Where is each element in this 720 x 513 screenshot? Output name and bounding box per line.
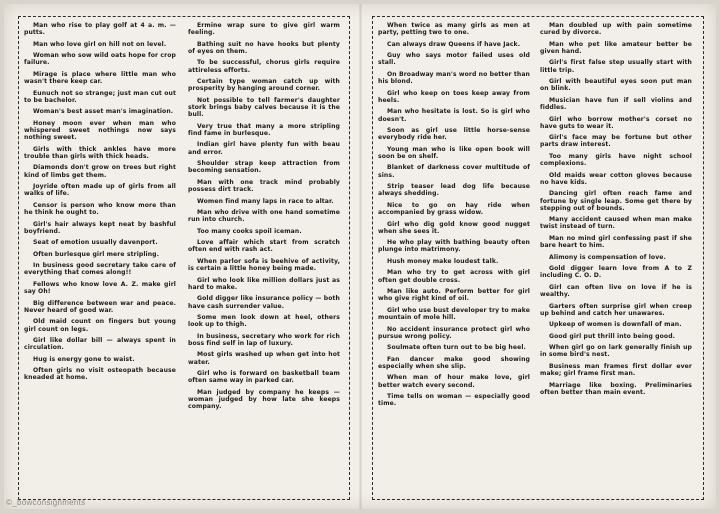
joke-paragraph: In business good secretary take care of everything that comes along!! <box>24 262 176 277</box>
joke-paragraph: When man of hour make love, girl better watch every second. <box>378 374 530 389</box>
joke-paragraph: Love affair which start from scratch often end with rash act. <box>188 239 340 254</box>
joke-paragraph: Man no mind girl confessing past if she bare heart to him. <box>540 234 692 250</box>
joke-paragraph: Censor is person who know more than he think he ought to. <box>24 201 176 217</box>
joke-paragraph: Ermine wrap sure to give girl warm feeling. <box>188 22 340 37</box>
joke-paragraph: In business, secretary who work for rich boss find self in lap of luxury. <box>188 332 340 347</box>
joke-paragraph: Girl who is forward on basketball team often same way in parked car. <box>188 370 340 385</box>
joke-paragraph: Honey moon ever when man who whispered sweet nothings now says nothing sweet. <box>24 119 176 142</box>
joke-paragraph: Man doubled up with pain sometime cured by divorce. <box>540 22 692 37</box>
joke-paragraph: Man who try to get across with girl often get double cross. <box>378 269 530 284</box>
joke-paragraph: Good girl put thrill into being good. <box>549 332 676 340</box>
joke-paragraph: Eunuch not so strange; just man cut out to be bachelor. <box>24 89 176 104</box>
joke-paragraph: Girl can often live on love if he is wealthy. <box>540 283 692 299</box>
joke-paragraph: Joyride often made up of girls from all walks of life. <box>24 183 176 198</box>
joke-paragraph: Man who pet like amateur better be given hand. <box>540 40 692 55</box>
joke-paragraph: Girls with thick ankles have more trouble than girls with thick heads. <box>24 145 176 160</box>
joke-paragraph: Often girls no visit osteopath because kneaded at home. <box>24 367 176 382</box>
joke-paragraph: Man like auto. Perform better for girl who give right kind of oil. <box>378 288 530 303</box>
joke-paragraph: When twice as many girls as men at party, petting two to one. <box>378 22 530 37</box>
joke-paragraph: Too many cooks spoil iceman. <box>197 227 302 235</box>
joke-paragraph: When parlor sofa is beehive of activity, is certain a little honey being made. <box>188 257 340 273</box>
joke-paragraph: Strip teaser lead dog life because always shedding. <box>378 183 530 198</box>
joke-paragraph: Can always draw Queens if have Jack. <box>387 40 521 48</box>
joke-paragraph: Time tells on woman — especially good time. <box>378 393 530 408</box>
joke-paragraph: Garters often surprise girl when creep up behind and catch her unawares. <box>540 302 692 317</box>
joke-paragraph: Man who hesitate is lost. So is girl who doesn't. <box>378 108 530 123</box>
center-fold <box>359 4 362 509</box>
joke-paragraph: Most girls washed up when get into hot water. <box>188 351 340 366</box>
joke-paragraph: Dancing girl often reach fame and fortune by single leap. Some get there by stepping out of bounds. <box>540 190 692 212</box>
joke-paragraph: Not possible to tell farmer's daughter stork brings baby calves because it is the bull. <box>188 96 340 119</box>
joke-paragraph: Girl who look like million dollars just as hard to make. <box>188 276 340 291</box>
joke-paragraph: Man who drive with one hand sometime run into church. <box>188 209 340 224</box>
joke-paragraph: Woman's best asset man's imagination. <box>33 108 174 116</box>
joke-paragraph: Too many girls have night school complexions. <box>540 152 692 168</box>
joke-column-1 <box>24 22 176 492</box>
joke-paragraph: Man who love girl on hill not on level. <box>33 40 167 48</box>
joke-paragraph: Soon as girl use little horse-sense everybody ride her. <box>378 127 530 142</box>
joke-paragraph: Indian girl have plenty fun with beau and error. <box>188 141 340 156</box>
joke-paragraph: Old maids wear cotton gloves because no have kids. <box>540 171 692 186</box>
joke-paragraph: Often burlesque girl mere stripling. <box>33 250 160 258</box>
joke-paragraph: Nice to go on hay ride when accompanied by grass widow. <box>378 201 530 217</box>
joke-paragraph: Girl with beautiful eyes soon put man on blink. <box>540 78 692 93</box>
joke-paragraph: Bathing suit no have hooks but plenty of eyes on them. <box>188 40 340 55</box>
joke-paragraph: Fan dancer make good showing especially when she slip. <box>378 355 530 370</box>
watermark: ©_bowconsignments <box>6 498 86 507</box>
joke-paragraph: Soulmate often turn out to be big heel. <box>387 344 526 352</box>
joke-paragraph: Some men look down at heel, others look up to thigh. <box>188 314 340 329</box>
joke-paragraph: Gold digger learn love from A to Z including C. O. D. <box>540 265 692 280</box>
joke-paragraph: Seat of emotion usually davenport. <box>33 239 158 247</box>
joke-paragraph: Guy who says motor failed uses old stall. <box>378 52 530 67</box>
joke-paragraph: Hug is energy gone to waist. <box>33 355 135 363</box>
joke-paragraph: Girl's first false step usually start with little trip. <box>540 59 692 74</box>
joke-paragraph: Gold digger like insurance policy — both have cash surrender value. <box>188 295 340 310</box>
joke-paragraph: Diamonds don't grow on trees but right kind of limbs get them. <box>24 164 176 179</box>
joke-paragraph: Girl's face may be fortune but other parts draw interest. <box>540 134 692 149</box>
joke-paragraph: Women find many laps in race to altar. <box>197 197 334 205</box>
joke-paragraph: No accident insurance protect girl who pursue wrong policy. <box>378 325 530 340</box>
joke-paragraph: Certain type woman catch up with prosperity by hanging around corner. <box>188 78 340 93</box>
joke-paragraph: Musician have fun if sell violins and fiddles. <box>540 96 692 112</box>
joke-paragraph: Very true that many a more stripling find fame in burlesque. <box>188 122 340 137</box>
joke-paragraph: Man who rise to play golf at 4 a. m. — putts. <box>24 22 176 37</box>
joke-paragraph: Fellows who know love A. Z. make girl say Oh! <box>24 280 176 296</box>
joke-paragraph: Shoulder strap keep attraction from becoming sensation. <box>188 160 340 175</box>
joke-paragraph: Girl who borrow mother's corset no have guts to wear it. <box>540 115 692 130</box>
joke-paragraph: On Broadway man's word no better than his blond. <box>378 70 530 86</box>
joke-paragraph: Woman who sow wild oats hope for crop failure. <box>24 52 176 67</box>
joke-paragraph: Business man frames first dollar ever make; girl frame first man. <box>540 362 692 378</box>
joke-paragraph: Girl who use bust developer try to make mountain of mole hill. <box>378 306 530 322</box>
joke-paragraph: Girl who keep on toes keep away from heels. <box>378 89 530 104</box>
joke-column-2 <box>188 22 340 492</box>
joke-paragraph: Girl's hair always kept neat by bashful boyfriend. <box>24 220 176 235</box>
joke-paragraph: Big difference between war and peace. Never heard of good war. <box>24 299 176 314</box>
joke-paragraph: When girl go on lark generally finish up in some bird's nest. <box>540 344 692 359</box>
joke-paragraph: Blanket of darkness cover multitude of sins. <box>378 164 530 179</box>
joke-paragraph: He who play with bathing beauty often plunge into matrimony. <box>378 239 530 254</box>
joke-column-4 <box>540 22 692 492</box>
joke-paragraph: Hush money make loudest talk. <box>387 257 499 265</box>
joke-paragraph: Mirage is place where little man who wasn't there keep car. <box>24 70 176 86</box>
joke-paragraph: Girl who dig gold know good nugget when she sees it. <box>378 220 530 235</box>
joke-paragraph: Many accident caused when man make twist instead of turn. <box>540 216 692 231</box>
joke-paragraph: Old maid count on fingers but young girl count on legs. <box>24 318 176 333</box>
joke-paragraph: Marriage like boxing. Preliminaries often better than main event. <box>540 381 692 396</box>
joke-paragraph: Young man who is like open book will soon be on shelf. <box>378 145 530 160</box>
joke-paragraph: Man with one track mind probably possess dirt track. <box>188 178 340 194</box>
joke-paragraph: Girl like dollar bill — always spent in circulation. <box>24 337 176 352</box>
joke-paragraph: Man judged by company he keeps — woman judged by how late she keeps company. <box>188 388 340 411</box>
joke-paragraph: Upkeep of women is downfall of man. <box>549 321 682 329</box>
joke-paragraph: Alimony is compensation of love. <box>549 253 666 261</box>
joke-paragraph: To be successful, chorus girls require attireless efforts. <box>188 59 340 74</box>
joke-column-3 <box>378 22 530 492</box>
